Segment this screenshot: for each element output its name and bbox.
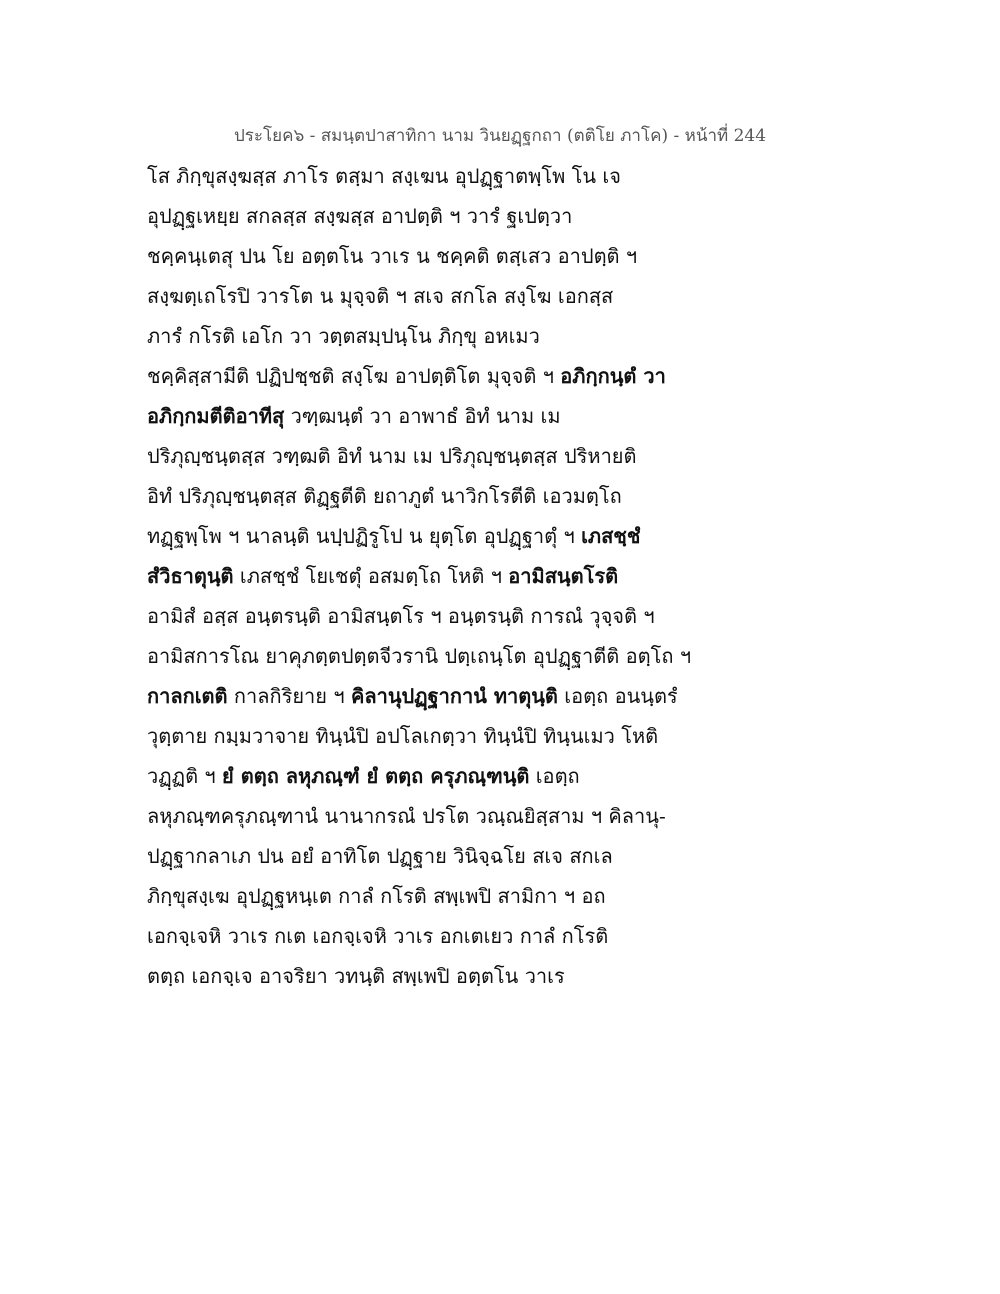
text-line [147,476,867,516]
page-header: ประโยค๖ - สมนฺตปาสาทิกา นาม วินยฏฺฐกถา (ตติโย ภาโค) - หน้าที่ 244 [233,126,767,146]
text-segment: เภสชฺชํ โยเชตุํ อสมตฺโถ โหติ ฯ [233,564,509,588]
text-line [147,716,867,756]
text-segment: เอกจฺเจหิ วาเร กเต เอกจฺเจหิ วาเร อกเตเยว กาลํ กโรติ [147,924,609,948]
text-segment: ลหุภณฺฑครุภณฺฑานํ นานากรณํ ปรโต วณฺณยิสฺสาม ฯ คิลานุ- [147,804,666,828]
text-line [147,396,867,436]
body-text [147,156,867,996]
text-segment: วฑฺฒนฺตํ วา อาพาธํ อิทํ นาม เม [284,404,561,428]
text-segment: อิทํ ปริภุญฺชนฺตสฺส ติฏฺฐตีติ ยถาภูตํ นาวิกโรตีติ เอวมตฺโถ [147,484,622,508]
bold-term: เภสชฺชํ [581,524,641,548]
text-segment: ปฏฺฐากลาเภ ปน อยํ อาทิโต ปฏฺฐาย วินิจฺฉโย สเจ สกเล [147,844,613,868]
text-segment: วฏฺฏติ ฯ [147,764,223,788]
text-line [147,316,867,356]
text-segment: เอตฺถ อนนฺตรํ [557,684,678,708]
text-segment: เอตฺถ [529,764,580,788]
text-segment: กาลกิริยาย ฯ [227,684,351,708]
text-line [147,356,867,396]
bold-term: อามิสนฺตโรติ [508,564,619,588]
text-line [147,196,867,236]
text-segment: อุปฏฺฐเหยฺย สกลสฺส สงฺฆสฺส อาปตฺติ ฯ วารํ ฐเปตฺวา [147,204,573,228]
text-segment: โส ภิกฺขุสงฺฆสฺส ภาโร ตสฺมา สงฺเฆน อุปฏฺฐาตพฺโพ โน เจ [147,164,621,188]
text-segment: ทฏฺฐพฺโพ ฯ นาลนฺติ นปฺปฏิรูโป น ยุตฺโต อุปฏฺฐาตุํ ฯ [147,524,582,548]
text-line [147,956,867,996]
text-line [147,676,867,716]
text-segment: วุตฺตาย กมฺมวาจาย ทินฺนํปิ อปโลเกตฺวา ทินฺนํปิ ทินฺนเมว โหติ [147,724,659,748]
text-segment: ภิกฺขุสงฺเฆ อุปฏฺฐหนฺเต กาลํ กโรติ สพฺเพปิ สามิกา ฯ อถ [147,884,606,908]
text-segment: ปริภุญฺชนฺตสฺส วฑฺฒติ อิทํ นาม เม ปริภุญฺชนฺตสฺส ปริหายติ [147,444,637,468]
text-line [147,836,867,876]
text-line [147,636,867,676]
text-segment: สงฺฆตฺเถโรปิ วารโต น มุจฺจติ ฯ สเจ สกโล สงฺโฆ เอกสฺส [147,284,614,308]
text-line [147,556,867,596]
bold-term: สํวิธาตุนฺติ [147,564,234,588]
text-line [147,916,867,956]
bold-term: อภิกฺกนฺตํ วา [560,364,666,388]
text-segment: ชคฺคนฺเตสุ ปน โย อตฺตโน วาเร น ชคฺคติ ตสฺเสว อาปตฺติ ฯ [147,244,638,268]
text-line [147,596,867,636]
bold-term: ยํ ตตฺถ ลหุภณฺฑํ ยํ ตตฺถ ครุภณฺฑนฺติ [222,764,530,788]
text-segment: อามิสํ อสฺส อนฺตรนฺติ อามิสนฺตโร ฯ อนฺตรนฺติ การณํ วุจฺจติ ฯ [147,604,655,628]
text-line [147,436,867,476]
text-line [147,516,867,556]
text-segment: ภารํ กโรติ เอโก วา วตฺตสมฺปนฺโน ภิกฺขุ อหเมว [147,324,540,348]
bold-term: กาลกเตติ [147,684,228,708]
text-segment: ชคฺคิสฺสามีติ ปฏิปชฺชติ สงฺโฆ อาปตฺติโต มุจฺจติ ฯ [147,364,561,388]
text-segment: อามิสการโณ ยาคุภตฺตปตฺตจีวรานิ ปตฺเถนฺโต อุปฏฺฐาตีติ อตฺโถ ฯ [147,644,692,668]
text-line [147,876,867,916]
text-line [147,236,867,276]
text-line [147,276,867,316]
text-line [147,756,867,796]
text-line [147,156,867,196]
bold-term: อภิกฺกมตีติอาทีสุ [147,404,285,428]
text-line [147,796,867,836]
text-segment: ตตฺถ เอกจฺเจ อาจริยา วทนฺติ สพฺเพปิ อตฺตโน วาเร [147,964,565,988]
bold-term: คิลานุปฏฺฐากานํ ทาตุนฺติ [350,684,558,708]
